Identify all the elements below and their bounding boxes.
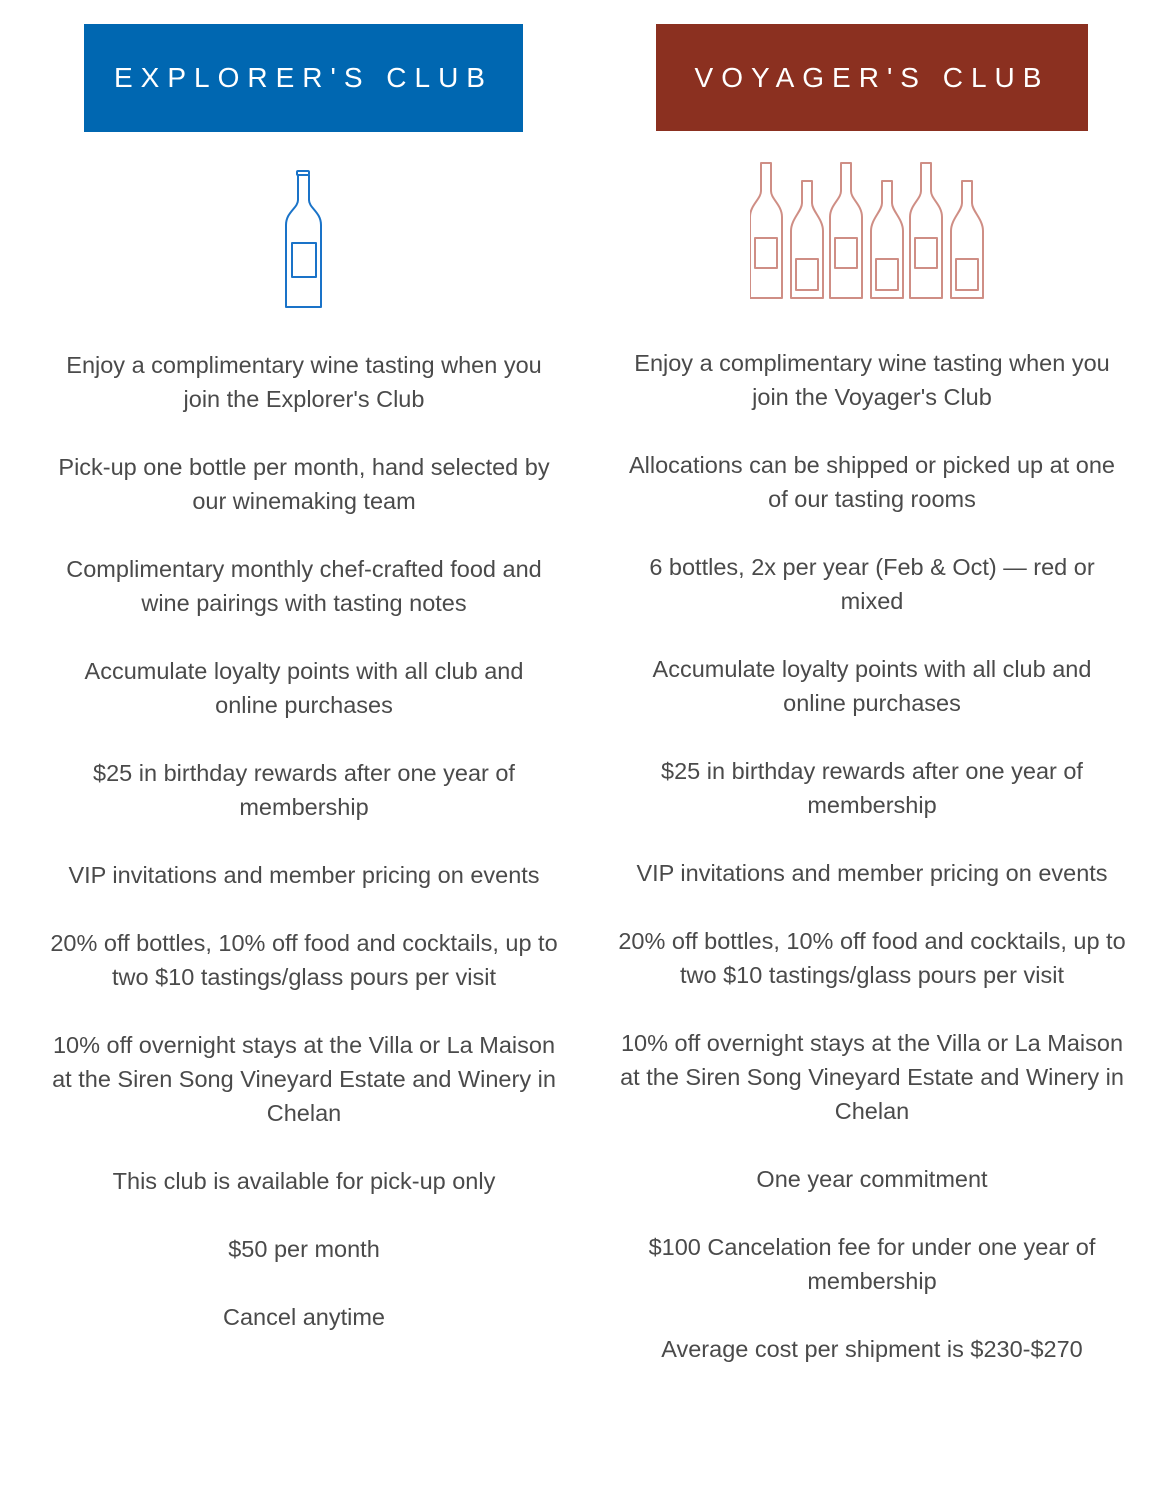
single-wine-bottle-icon bbox=[284, 170, 324, 310]
list-item: $50 per month bbox=[228, 1236, 380, 1262]
list-item: Enjoy a complimentary wine tasting when you join the Explorer's Club bbox=[66, 352, 542, 412]
list-item: Allocations can be shipped or picked up at one of our tasting rooms bbox=[629, 452, 1115, 512]
list-item: One year commitment bbox=[756, 1166, 988, 1192]
list-item: $25 in birthday rewards after one year of membership bbox=[661, 758, 1083, 818]
list-item: $100 Cancelation fee for under one year of membership bbox=[648, 1234, 1096, 1294]
list-item: VIP invitations and member pricing on events bbox=[636, 860, 1108, 886]
explorers-club-title: EXPLORER'S CLUB bbox=[114, 62, 493, 93]
list-item: Complimentary monthly chef-crafted food and wine pairings with tasting notes bbox=[66, 556, 542, 616]
list-item: Enjoy a complimentary wine tasting when you join the Voyager's Club bbox=[634, 350, 1110, 410]
list-item: Cancel anytime bbox=[223, 1304, 385, 1330]
voyagers-benefits-list bbox=[618, 346, 1126, 1366]
voyagers-club-title: VOYAGER'S CLUB bbox=[694, 61, 1050, 93]
explorers-benefits-list bbox=[50, 348, 558, 1334]
six-wine-bottles-icon bbox=[750, 161, 994, 301]
list-item: 20% off bottles, 10% off food and cocktails, up to two $10 tastings/glass pours per visit bbox=[50, 930, 558, 990]
explorers-club-header[interactable] bbox=[84, 24, 523, 132]
explorers-club-column bbox=[50, 24, 558, 1368]
list-item: 10% off overnight stays at the Villa or La Maison at the Siren Song Vineyard Estate and Winery in Chelan bbox=[620, 1030, 1124, 1124]
list-item: 10% off overnight stays at the Villa or La Maison at the Siren Song Vineyard Estate and Winery in Chelan bbox=[52, 1032, 556, 1126]
list-item: 20% off bottles, 10% off food and cocktails, up to two $10 tastings/glass pours per visit bbox=[618, 928, 1126, 988]
list-item: Accumulate loyalty points with all club and online purchases bbox=[652, 656, 1092, 716]
list-item: $25 in birthday rewards after one year of membership bbox=[93, 760, 515, 820]
list-item: Average cost per shipment is $230-$270 bbox=[661, 1336, 1083, 1362]
list-item: This club is available for pick-up only bbox=[112, 1168, 496, 1194]
list-item: Pick-up one bottle per month, hand selected by our winemaking team bbox=[58, 454, 550, 514]
voyagers-club-header[interactable] bbox=[656, 24, 1088, 131]
voyagers-club-column bbox=[618, 24, 1126, 1400]
list-item: VIP invitations and member pricing on events bbox=[68, 862, 540, 888]
list-item: Accumulate loyalty points with all club and online purchases bbox=[84, 658, 524, 718]
list-item: 6 bottles, 2x per year (Feb & Oct) — red or mixed bbox=[649, 554, 1095, 614]
